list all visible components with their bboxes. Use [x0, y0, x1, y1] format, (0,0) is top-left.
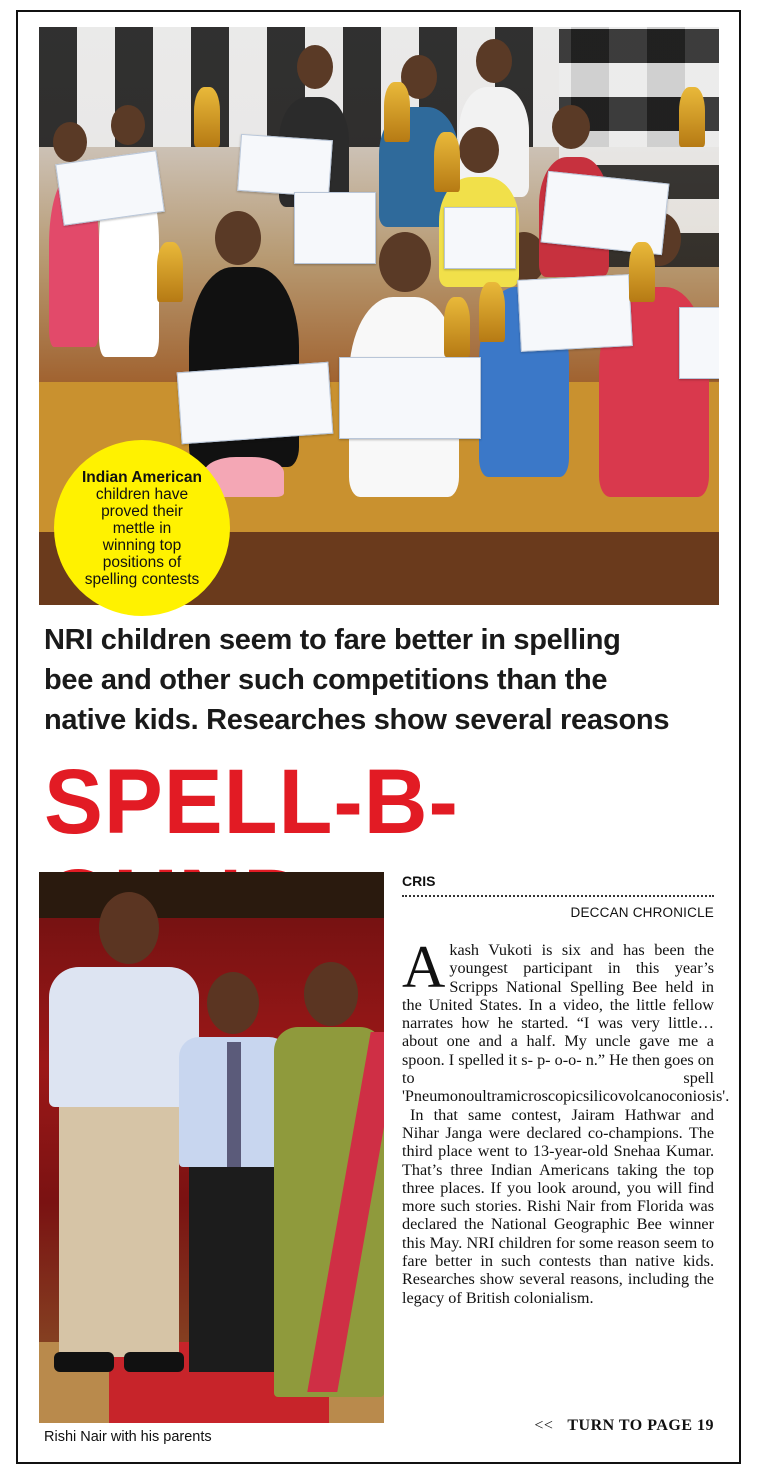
article-paragraph [402, 934, 730, 1106]
certificate [541, 171, 670, 255]
child-head [215, 211, 261, 265]
drop-cap: A [402, 934, 446, 1000]
continue-link[interactable] [402, 1417, 714, 1435]
article-paragraph: In that same contest, Jairam Hathwar and Nihar Janga were declared co-champions. The third place went to 13-year-old Snehaa Kumar. That’s three Indian Americans taking the top three places. If you look around, you will find more such stories. Rishi Nair from Florida was declared the National Geographic Bee winner this May. NRI children for some reason seem to fare better in such contests than native kids. Researches show several reasons, including the legacy of British colonialism. [402, 1105, 714, 1307]
continue-text: TURN TO PAGE 19 [567, 1417, 714, 1434]
certificate [237, 134, 333, 197]
headline: SPELL-B- [44, 751, 459, 853]
trophy [194, 87, 220, 147]
adult-head [297, 45, 333, 89]
certificate [177, 362, 334, 444]
callout-line: positions of [102, 553, 182, 571]
photo-caption: Rishi Nair with his parents [44, 1429, 212, 1445]
subheading [44, 620, 734, 740]
boy-trousers [189, 1167, 279, 1372]
trophy [434, 132, 460, 192]
child-head [111, 105, 145, 145]
subheading-line: bee and other such competitions than the [44, 664, 608, 696]
callout-line: winning top [102, 536, 182, 554]
mother-head [304, 962, 358, 1026]
callout-lead: Indian American [81, 468, 202, 486]
boy-head [207, 972, 259, 1034]
callout-line: spelling contests [84, 570, 200, 588]
certificate [294, 192, 376, 264]
child-head [459, 127, 499, 173]
trophy [157, 242, 183, 302]
trophy [629, 242, 655, 302]
callout-line: proved their [101, 502, 183, 520]
subheading-line: native kids. Researches show several reasons [44, 704, 670, 736]
trophy [384, 82, 410, 142]
callout-line: mettle in [112, 519, 172, 537]
subheading-line: NRI children seem to fare better in spelling [44, 624, 621, 656]
article-body [402, 934, 730, 1307]
trophy [444, 297, 470, 357]
boy-tie [227, 1042, 241, 1172]
child-head [379, 232, 431, 292]
continue-arrows: << [534, 1417, 554, 1434]
callout-circle [54, 440, 230, 616]
adult-head [476, 39, 512, 83]
paragraph-text: kash Vukoti is six and has been the youngest participant in this year’s Scripps National Spelling Bee held in the United States. In a video, the little fellow narrates how he started. “I was very little… about one and a half. My uncle gave me a spoon. I spelled it s- p- o-o- n.” He then goes on to spell 'Pneumonoultramicroscopicsilicovolcanoconiosis'. [402, 941, 730, 1106]
father-shirt [49, 967, 199, 1107]
father-shoe [124, 1352, 184, 1372]
certificate [517, 274, 633, 352]
trophy [679, 87, 705, 147]
certificate [444, 207, 516, 269]
certificate [339, 357, 481, 439]
trophy [479, 282, 505, 342]
father-trousers [59, 1107, 179, 1357]
photo-backdrop-sign [39, 872, 384, 918]
child-head [552, 105, 590, 149]
child-head [53, 122, 87, 162]
callout-line: children have [95, 485, 189, 503]
byline-source: DECCAN CHRONICLE [570, 905, 714, 920]
family-photo-rishi-nair [39, 872, 384, 1423]
byline-author: CRIS [402, 873, 714, 897]
father-head [99, 892, 159, 964]
certificate [679, 307, 719, 379]
father-shoe [54, 1352, 114, 1372]
